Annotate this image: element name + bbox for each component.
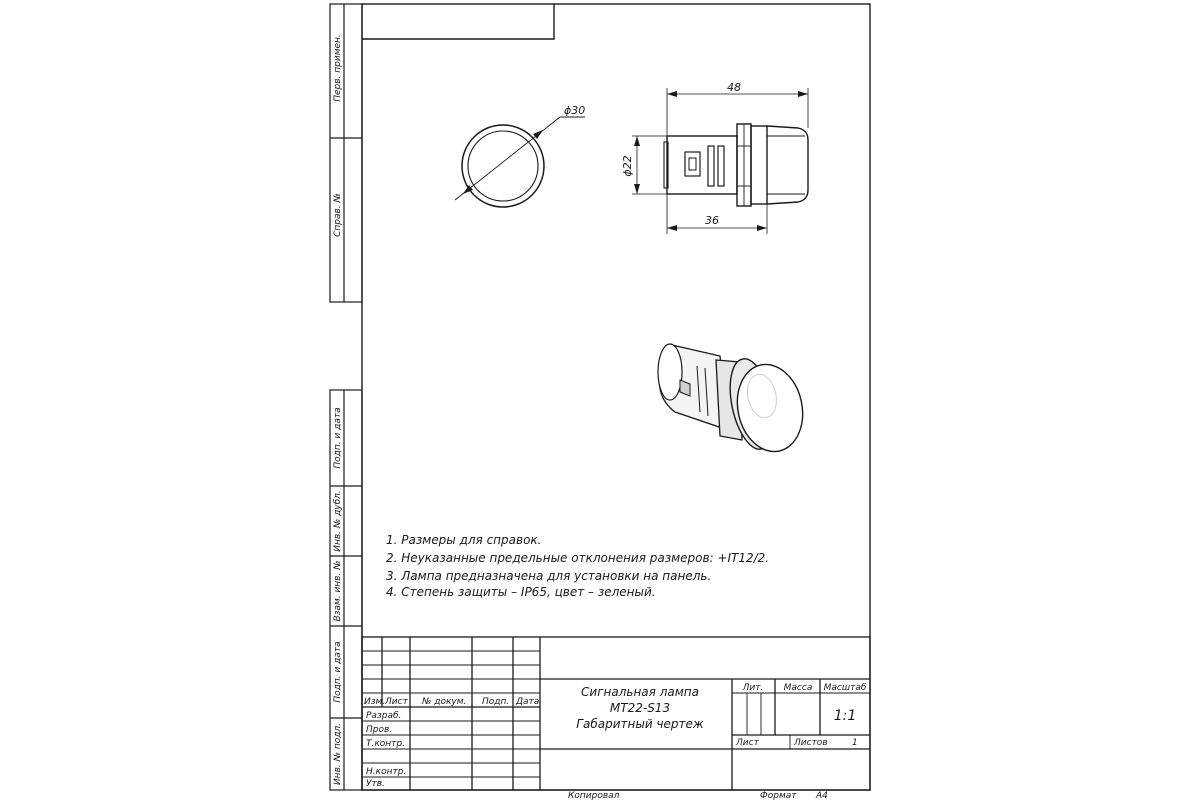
- masshtab-label: Масштаб: [823, 683, 867, 693]
- side-label-vzam-inv: Взам. инв. №: [333, 560, 343, 622]
- dim-body-diameter: ϕ22: [621, 155, 634, 177]
- kopiroval-label: Копировал: [568, 791, 620, 800]
- side-view-slot-1: [708, 146, 714, 186]
- format-label: Формат: [760, 791, 797, 800]
- top-left-box: [362, 4, 554, 39]
- side-view: [664, 124, 808, 206]
- massa-label: Масса: [783, 683, 813, 693]
- scale-value: 1:1: [833, 708, 857, 724]
- side-label-perv-primen: Перв. примен.: [333, 34, 343, 102]
- lit-label: Лит.: [742, 683, 764, 693]
- doc-name-line-3: Габаритный чертеж: [576, 717, 704, 731]
- side-label-sprav-no: Справ. №: [333, 193, 343, 237]
- note-2: 2. Неуказанные предельные отклонения размеров: +IT12/2.: [386, 551, 770, 565]
- side-label-podp-data-1: Подп. и дата: [333, 407, 343, 469]
- notes: [386, 533, 769, 599]
- row-tkontr: Т.контр.: [366, 739, 406, 749]
- dim-body-length: 36: [705, 214, 719, 227]
- side-view-arrows: [634, 91, 808, 231]
- col-podp: Подп.: [482, 697, 510, 707]
- col-list: Лист: [385, 697, 408, 707]
- side-view-clip: [685, 152, 700, 176]
- col-data: Дата: [516, 697, 540, 707]
- title-block-text: [364, 683, 867, 800]
- row-prov: Пров.: [366, 725, 393, 735]
- row-razrab: Разраб.: [366, 711, 402, 721]
- col-izm: Изм.: [364, 697, 386, 707]
- col-doc: № докум.: [422, 697, 467, 707]
- front-view: [455, 104, 585, 207]
- front-view-outer-circle: [462, 125, 544, 207]
- format-value: А4: [816, 791, 828, 800]
- side-label-inv-dubl: Инв. № дубл.: [333, 490, 343, 552]
- listov-label: Листов: [794, 738, 828, 748]
- side-label-inv-podl: Инв. № подл.: [333, 722, 343, 786]
- list-label: Лист: [736, 738, 759, 748]
- side-labels: [333, 34, 343, 785]
- side-view-body: [667, 136, 737, 194]
- front-view-inner-circle: [468, 131, 538, 201]
- listov-value: 1: [852, 738, 858, 748]
- note-4: 4. Степень защиты – IP65, цвет – зеленый.: [386, 585, 656, 599]
- side-view-slot-2: [718, 146, 724, 186]
- front-view-diameter-label: ϕ30: [564, 104, 586, 117]
- note-1: 1. Размеры для справок.: [386, 533, 542, 547]
- dim-total-length: 48: [727, 81, 741, 94]
- doc-name-line-1: Сигнальная лампа: [581, 685, 699, 699]
- note-3: 3. Лампа предназначена для установки на панель.: [386, 569, 712, 583]
- side-view-flange: [751, 126, 767, 204]
- row-nkontr: Н.контр.: [366, 767, 407, 777]
- doc-name-line-2: MT22-S13: [609, 701, 671, 715]
- row-utv: Утв.: [366, 779, 385, 789]
- side-label-podp-data-2: Подп. и дата: [333, 641, 343, 703]
- isometric-view: [658, 344, 810, 458]
- side-view-dimensions: [632, 88, 808, 234]
- side-view-lens: [767, 126, 808, 204]
